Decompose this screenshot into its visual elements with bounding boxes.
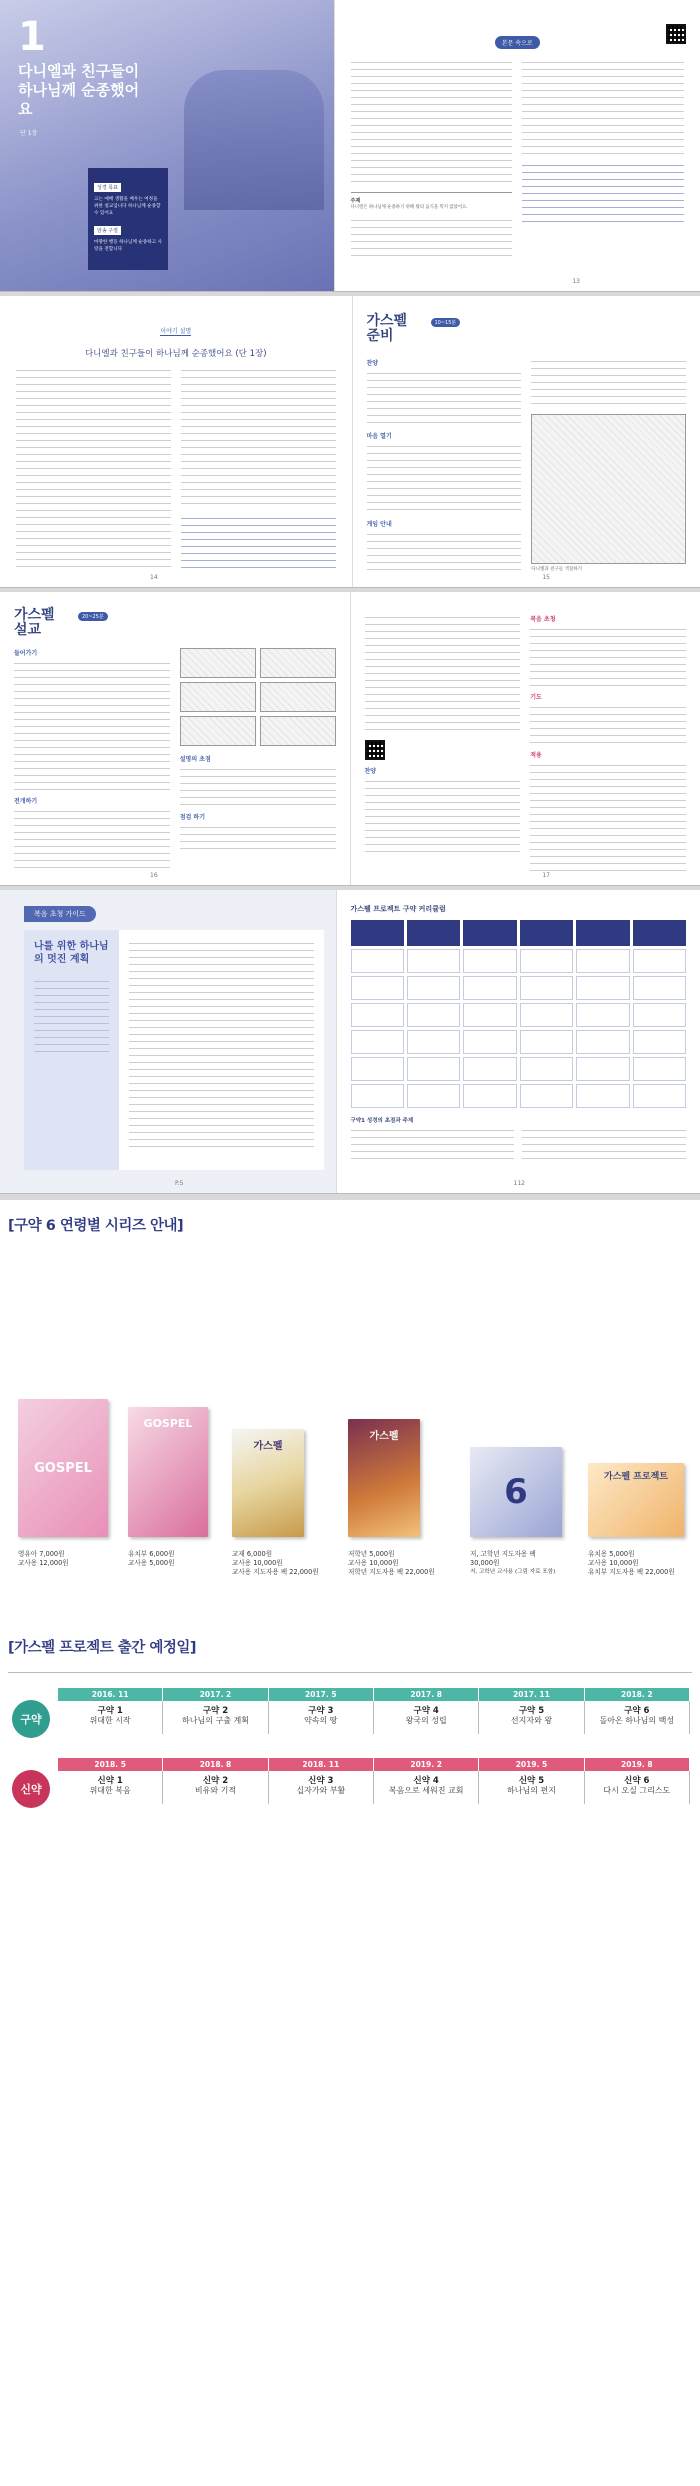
book-price-1: 영유아 7,000원 bbox=[18, 1550, 65, 1558]
book-price-2: 교사용 10,000원 bbox=[348, 1559, 399, 1567]
spread-story-prep bbox=[0, 296, 700, 588]
story-text-right bbox=[181, 367, 336, 572]
grid-cell bbox=[463, 1084, 516, 1108]
coloring-illustration bbox=[531, 414, 686, 564]
spread-guide-curriculum bbox=[0, 890, 700, 1194]
page-number: 15 bbox=[542, 574, 550, 581]
book-price-1: 유치용 5,000원 bbox=[588, 1550, 635, 1558]
qr-code-icon bbox=[365, 740, 385, 760]
sub-open-heart: 마음 열기 bbox=[366, 433, 392, 440]
grid-header bbox=[576, 920, 629, 946]
grid-cell bbox=[520, 1084, 573, 1108]
page-number: 17 bbox=[542, 872, 550, 879]
volume-title: 위대한 시작 bbox=[89, 1716, 131, 1725]
release-date: 2017. 2 bbox=[163, 1688, 267, 1701]
volume-number: 신약 3 bbox=[308, 1776, 334, 1786]
grid-cell bbox=[407, 1084, 460, 1108]
volume-title: 비유와 기적 bbox=[194, 1786, 237, 1795]
book-infant[interactable] bbox=[18, 1399, 108, 1567]
divider bbox=[8, 1672, 692, 1673]
grid-cell bbox=[407, 976, 460, 1000]
memory-heading: 암송 구절 bbox=[94, 226, 121, 235]
grid-cell bbox=[407, 1003, 460, 1027]
page-number: 14 bbox=[150, 574, 158, 581]
grid-cell bbox=[463, 1003, 516, 1027]
volume-title: 복음으로 세워진 교회 bbox=[388, 1786, 464, 1795]
grid-header bbox=[633, 920, 686, 946]
sub-intro: 들어가기 bbox=[14, 650, 38, 657]
volume-number: 구약 3 bbox=[308, 1706, 334, 1716]
book-price-2: 30,000원 bbox=[470, 1559, 500, 1567]
sermon-column-1 bbox=[14, 648, 170, 870]
volume-title: 다시 오실 그리스도 bbox=[603, 1786, 671, 1795]
topic-box bbox=[351, 192, 513, 211]
book-kindergarten[interactable] bbox=[128, 1407, 208, 1567]
grid-cell bbox=[351, 976, 404, 1000]
illustration-figures bbox=[184, 70, 324, 210]
goal-heading: 성경 목표 bbox=[94, 183, 121, 192]
release-date: 2017. 5 bbox=[269, 1688, 373, 1701]
lesson-reference: 단 1장 bbox=[20, 130, 38, 137]
summary-text bbox=[351, 1127, 515, 1165]
page-lesson-opener bbox=[0, 0, 334, 291]
book-cover bbox=[18, 1399, 108, 1537]
volume-number: 구약 2 bbox=[202, 1706, 229, 1716]
curriculum-subheading: 구약1 성경의 초점과 주제 bbox=[350, 1118, 414, 1124]
book-elementary[interactable] bbox=[232, 1429, 319, 1576]
sub-praise: 찬양 bbox=[364, 768, 377, 775]
volume-title: 십자가와 부활 bbox=[296, 1786, 346, 1795]
topic-heading: 주제 bbox=[350, 198, 361, 204]
lesson-title: 다니엘과 친구들이 하나님께 순종했어요 bbox=[18, 62, 140, 118]
book-cover bbox=[128, 1407, 208, 1537]
logo-top: 가스펠 bbox=[14, 607, 55, 623]
grid-cell bbox=[633, 1030, 686, 1054]
logo-bottom: 준비 bbox=[366, 328, 394, 344]
curriculum-grid bbox=[351, 920, 687, 946]
logo-top: 가스펠 bbox=[366, 313, 408, 329]
volume-title: 하나님의 구출 계획 bbox=[182, 1716, 249, 1725]
volume-number: 구약 5 bbox=[518, 1706, 545, 1716]
volume-cell[interactable] bbox=[269, 1701, 374, 1734]
book-leader-pack[interactable] bbox=[470, 1447, 562, 1575]
spread-lesson-intro bbox=[0, 0, 700, 292]
story-panel bbox=[260, 716, 336, 746]
grid-cell bbox=[576, 1003, 629, 1027]
sub-focus: 설명의 초점 bbox=[179, 756, 211, 763]
curriculum-cells bbox=[351, 949, 687, 1108]
sub-develop: 전개하기 bbox=[14, 798, 38, 805]
book-cover bbox=[232, 1429, 304, 1537]
story-text-left bbox=[16, 367, 171, 572]
release-date: 2019. 2 bbox=[374, 1758, 478, 1771]
story-panel bbox=[180, 648, 256, 678]
volume-number: 신약 5 bbox=[518, 1776, 545, 1786]
book-price-3: 저학년 지도자용 팩 22,000원 bbox=[348, 1568, 435, 1576]
book-price-1: 유치부 6,000원 bbox=[128, 1550, 175, 1558]
grid-header bbox=[463, 920, 516, 946]
grid-header bbox=[520, 920, 573, 946]
prep-column-right bbox=[531, 358, 686, 573]
book-cover-title: 가스펠 프로젝트 bbox=[604, 1472, 668, 1482]
curriculum-heading: 가스펠 프로젝트 구약 커리큘럼 bbox=[350, 905, 446, 913]
volume-title: 왕국의 성립 bbox=[405, 1716, 447, 1725]
series-title: [구약 6 연령별 시리즈 안내] bbox=[8, 1218, 184, 1234]
page-sermon-right bbox=[350, 592, 700, 885]
gospel-prep-logo bbox=[367, 310, 408, 342]
volume-number: 구약 6 bbox=[624, 1706, 650, 1716]
grid-cell bbox=[520, 976, 573, 1000]
grid-cell bbox=[463, 1057, 516, 1081]
book-price-3: 저, 고학년 교사용 (그림 자료 포함) bbox=[470, 1569, 556, 1575]
page-number: 13 bbox=[572, 278, 580, 285]
grid-cell bbox=[351, 949, 404, 973]
book-kindergarten-pack[interactable] bbox=[588, 1463, 684, 1576]
qr-code-icon bbox=[666, 24, 686, 44]
grid-header bbox=[407, 920, 460, 946]
sub-invitation: 복음 초청 bbox=[530, 616, 556, 623]
release-date: 2018. 5 bbox=[58, 1758, 162, 1771]
volume-cell[interactable] bbox=[374, 1701, 479, 1734]
release-date: 2019. 5 bbox=[479, 1758, 583, 1771]
lesson-number: 1 bbox=[18, 14, 46, 60]
volume-cell[interactable] bbox=[163, 1701, 268, 1734]
guide-tab: 복음 초청 가이드 bbox=[24, 906, 96, 922]
grid-cell bbox=[407, 1030, 460, 1054]
volume-title: 위대한 복음 bbox=[89, 1786, 131, 1795]
guide-heading: 나를 위한 하나님의 멋진 계획 bbox=[34, 941, 109, 965]
grid-cell bbox=[407, 949, 460, 973]
page-gospel-prep bbox=[352, 296, 700, 587]
volume-number: 신약 2 bbox=[202, 1776, 229, 1786]
volume-title: 돌아온 하나님의 백성 bbox=[599, 1716, 675, 1725]
sermon-column-2 bbox=[180, 648, 336, 870]
page-number: 16 bbox=[150, 872, 158, 879]
sub-praise: 찬양 bbox=[366, 360, 379, 367]
grid-cell bbox=[576, 1057, 629, 1081]
volume-title: 선지자와 왕 bbox=[510, 1716, 553, 1725]
grid-cell bbox=[463, 949, 516, 973]
sermon-column-3 bbox=[365, 614, 521, 870]
book-cover-title: GOSPEL bbox=[34, 1460, 92, 1476]
volume-cell[interactable] bbox=[58, 1771, 163, 1804]
grid-cell bbox=[633, 1084, 686, 1108]
grid-cell bbox=[351, 1057, 404, 1081]
book-price-1: 교재 6,000원 bbox=[232, 1550, 273, 1558]
grid-cell bbox=[576, 949, 629, 973]
sermon-column-4 bbox=[530, 614, 686, 870]
grid-cell bbox=[633, 1003, 686, 1027]
series-section bbox=[0, 1200, 700, 1620]
grid-cell bbox=[463, 1030, 516, 1054]
story-panel bbox=[260, 648, 336, 678]
page-sermon-left bbox=[0, 592, 350, 885]
book-cover-title: 가스펠 bbox=[369, 1431, 399, 1442]
grid-cell bbox=[520, 949, 573, 973]
volume-cell[interactable] bbox=[585, 1701, 690, 1734]
grid-cell bbox=[576, 1084, 629, 1108]
volume-number: 신약 4 bbox=[413, 1776, 439, 1786]
grid-cell bbox=[520, 1030, 573, 1054]
volume-number: 신약 6 bbox=[624, 1776, 650, 1786]
spread-gospel-sermon bbox=[0, 592, 700, 886]
release-date: 2018. 8 bbox=[163, 1758, 267, 1771]
story-panel bbox=[180, 682, 256, 712]
page-story-explanation bbox=[0, 296, 352, 587]
lesson-goal-box bbox=[88, 168, 168, 270]
new-testament-label: 신약 bbox=[12, 1770, 50, 1808]
release-date: 2018. 11 bbox=[269, 1758, 373, 1771]
book-price-1: 저, 고학년 지도자용 팩 bbox=[470, 1550, 536, 1558]
volume-cell[interactable] bbox=[374, 1771, 479, 1804]
prep-column-left bbox=[367, 358, 522, 573]
book-price-2: 교사용 5,000원 bbox=[128, 1559, 175, 1567]
old-testament-row bbox=[58, 1688, 690, 1734]
column-text-left bbox=[351, 59, 513, 274]
book-price-3: 교사용 지도자용 팩 22,000원 bbox=[232, 1568, 319, 1576]
sub-prayer: 기도 bbox=[530, 694, 542, 701]
grid-cell bbox=[576, 1030, 629, 1054]
coloring-caption: 다니엘과 친구들 색칠하기 bbox=[531, 567, 582, 572]
volume-title: 약속의 땅 bbox=[304, 1716, 338, 1725]
book-price-2: 교사용 10,000원 bbox=[588, 1559, 639, 1567]
memory-text: 마땅한 행동 하나님께 순종하고 사랑을 전합니다 bbox=[94, 240, 162, 252]
book-cover-title: GOSPEL bbox=[143, 1417, 193, 1430]
guide-card-steps bbox=[119, 930, 324, 1170]
release-date: 2016. 11 bbox=[58, 1688, 162, 1701]
topic-text: 다니엘은 하나님께 순종하기 위해 왕의 음식을 먹지 않았어요. bbox=[350, 205, 468, 210]
grid-cell bbox=[633, 1057, 686, 1081]
book-price-2: 교사용 12,000원 bbox=[18, 1559, 69, 1567]
guide-card-side bbox=[24, 930, 119, 1170]
book-price-1: 저학년 5,000원 bbox=[348, 1550, 395, 1558]
logo-bottom: 설교 bbox=[14, 622, 42, 638]
new-testament-row bbox=[58, 1758, 690, 1804]
book-cover bbox=[588, 1463, 684, 1537]
release-date: 2017. 11 bbox=[479, 1688, 583, 1701]
story-panel bbox=[180, 716, 256, 746]
story-pill: 이야기 설명 bbox=[160, 328, 192, 335]
book-cover-title: 6 bbox=[504, 1472, 528, 1512]
volume-cell[interactable] bbox=[269, 1771, 374, 1804]
grid-cell bbox=[633, 949, 686, 973]
grid-cell bbox=[633, 976, 686, 1000]
goal-text: 고는 예배 생활을 배우는 여정을 위한 설교입니다 하나님께 순종할 수 있어요 bbox=[94, 197, 161, 216]
volume-number: 구약 1 bbox=[97, 1706, 123, 1716]
book-cover bbox=[470, 1447, 562, 1537]
section-heading-into-text: 본문 속으로 bbox=[495, 36, 540, 49]
grid-cell bbox=[351, 1030, 404, 1054]
grid-cell bbox=[351, 1003, 404, 1027]
book-cover bbox=[348, 1419, 420, 1537]
volume-cell[interactable] bbox=[479, 1701, 584, 1734]
grid-cell bbox=[520, 1003, 573, 1027]
release-date: 2019. 8 bbox=[585, 1758, 689, 1771]
story-title: 다니엘과 친구들이 하나님께 순종했어요 (단 1장) bbox=[84, 349, 267, 359]
sub-check: 점검 하기 bbox=[179, 814, 206, 821]
sub-game: 게임 안내 bbox=[366, 521, 392, 528]
page-curriculum bbox=[336, 890, 700, 1193]
book-price-2: 교사용 10,000원 bbox=[232, 1559, 283, 1567]
sermon-logo bbox=[14, 604, 55, 636]
volume-number: 구약 4 bbox=[413, 1706, 439, 1716]
page-number: 112 bbox=[513, 1180, 525, 1187]
volume-cell[interactable] bbox=[163, 1771, 268, 1804]
grid-cell bbox=[407, 1057, 460, 1081]
page-invitation-guide bbox=[0, 890, 336, 1193]
release-date: 2017. 8 bbox=[374, 1688, 478, 1701]
guide-card bbox=[24, 930, 324, 1170]
story-panel bbox=[260, 682, 336, 712]
book-lower-grade[interactable] bbox=[348, 1419, 435, 1576]
grid-cell bbox=[576, 976, 629, 1000]
page-into-text bbox=[334, 0, 700, 291]
volume-number: 신약 1 bbox=[97, 1776, 123, 1786]
page-number: P.5 bbox=[175, 1180, 184, 1187]
volume-cell[interactable] bbox=[58, 1701, 163, 1734]
book-cover-title: 가스펠 bbox=[253, 1441, 283, 1452]
time-badge: 20~25분 bbox=[78, 612, 108, 621]
summary-text bbox=[522, 1127, 686, 1165]
grid-cell bbox=[520, 1057, 573, 1081]
schedule-section bbox=[0, 1620, 700, 2486]
volume-cell[interactable] bbox=[479, 1771, 584, 1804]
schedule-title: [가스펠 프로젝트 출간 예정일] bbox=[8, 1640, 196, 1656]
volume-cell[interactable] bbox=[585, 1771, 690, 1804]
book-price-3: 유치부 지도자용 팩 22,000원 bbox=[588, 1568, 675, 1576]
old-testament-label: 구약 bbox=[12, 1700, 50, 1738]
volume-title: 하나님의 편지 bbox=[507, 1786, 556, 1795]
grid-cell bbox=[463, 976, 516, 1000]
grid-header bbox=[351, 920, 404, 946]
grid-cell bbox=[351, 1084, 404, 1108]
time-badge: 10~15분 bbox=[431, 318, 461, 327]
sub-apply: 적용 bbox=[530, 752, 542, 759]
release-date: 2018. 2 bbox=[585, 1688, 689, 1701]
column-text-right bbox=[522, 59, 684, 274]
